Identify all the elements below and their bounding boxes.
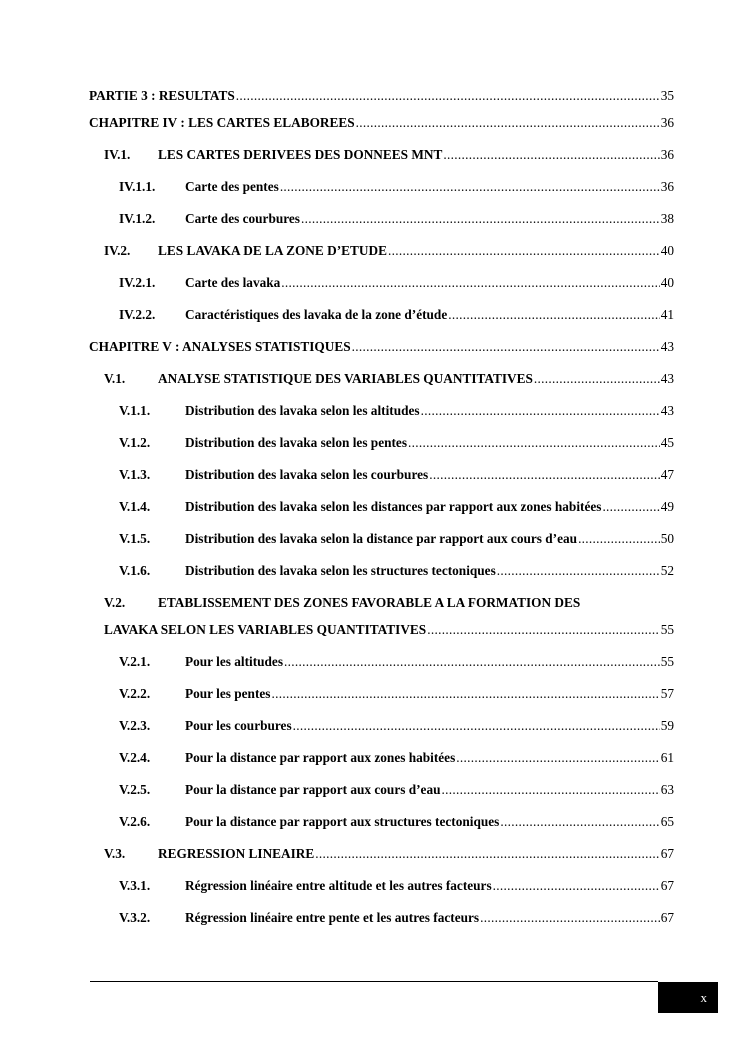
toc-entry[interactable] [89,403,674,435]
dot-leader [442,782,660,798]
toc-entry-page: 43 [660,339,674,354]
toc-entry-number: V.1.1. [119,403,151,418]
toc-entry-number: IV.2.2. [119,307,156,322]
toc-entry-page: 43 [660,403,674,418]
toc-entry-title: Distribution des lavaka selon les structures tectoniques [185,563,496,578]
toc-entry[interactable] [89,750,674,782]
toc-entry-title: CHAPITRE IV : LES CARTES ELABOREES [89,115,355,130]
toc-entry-number: V.2.5. [119,782,151,797]
toc-entry-title: Distribution des lavaka selon les distances par rapport aux zones habitées [185,499,602,514]
toc-entry-title: REGRESSION LINEAIRE [158,846,315,861]
toc-entry-page: 47 [660,467,674,482]
dot-leader [602,499,659,515]
toc-entry-page: 40 [660,243,674,258]
toc-entry-number: V.1.4. [119,499,151,514]
toc-entry-page: 52 [660,563,674,578]
toc-entry-page: 45 [660,435,674,450]
toc-entry-page: 59 [660,718,674,733]
toc-entry[interactable] [89,211,674,243]
dot-leader [356,115,660,131]
toc-entry[interactable] [89,910,674,942]
dot-leader [293,718,660,734]
toc-entry[interactable] [89,275,674,307]
toc-entry-page: 41 [660,307,674,322]
toc-entry[interactable] [89,595,674,622]
toc-entry[interactable] [89,179,674,211]
toc-entry-page: 50 [660,531,674,546]
toc-entry-page: 40 [660,275,674,290]
toc-entry-continuation[interactable] [89,622,674,654]
toc-entry-number: V.1.5. [119,531,151,546]
dot-leader [443,147,659,163]
toc-entry-title: Pour les pentes [185,686,271,701]
dot-leader [448,307,659,323]
dot-leader [421,403,660,419]
toc-entry[interactable] [89,339,674,371]
toc-entry-number: V.1. [104,371,126,386]
toc-entry-title: Caractéristiques des lavaka de la zone d’étude [185,307,448,322]
dot-leader [427,622,660,638]
toc-entry-title: Carte des pentes [185,179,279,194]
toc-entry-title: PARTIE 3 : RESULTATS [89,88,235,103]
toc-entry-number: V.2.3. [119,718,151,733]
toc-entry-page: 67 [660,846,674,861]
page-number: x [700,990,707,1005]
toc-entry[interactable] [89,467,674,499]
dot-leader [578,531,660,547]
toc-entry-number: IV.2. [104,243,131,258]
dot-leader [352,339,660,355]
toc-entry-title: ANALYSE STATISTIQUE DES VARIABLES QUANTITATIVES [158,371,533,386]
toc-entry-number: IV.1.1. [119,179,156,194]
toc-entry[interactable] [89,654,674,686]
toc-entry-page: 55 [660,654,674,669]
toc-entry-page: 67 [660,910,674,925]
dot-leader [281,275,659,291]
toc-entry-number: V.2.1. [119,654,151,669]
dot-leader [534,371,660,387]
toc-entry-title-line2: LAVAKA SELON LES VARIABLES QUANTITATIVES [104,622,427,637]
toc-entry-page: 43 [660,371,674,386]
toc-entry-number: V.2. [104,595,126,610]
toc-entry-title: Distribution des lavaka selon les courbures [185,467,429,482]
dot-leader [408,435,660,451]
toc-entry[interactable] [89,563,674,595]
toc-entry-title: ETABLISSEMENT DES ZONES FAVORABLE A LA FORMATION DES [158,595,581,610]
toc-entry[interactable] [89,531,674,563]
dot-leader [497,563,660,579]
table-of-contents [89,88,674,942]
toc-entry-title: Pour la distance par rapport aux cours d’eau [185,782,441,797]
toc-entry-page: 65 [660,814,674,829]
toc-entry-title: Carte des courbures [185,211,300,226]
dot-leader [388,243,660,259]
toc-entry-number: V.2.2. [119,686,151,701]
toc-entry[interactable] [89,718,674,750]
toc-entry-number: V.1.6. [119,563,151,578]
toc-entry-number: V.2.4. [119,750,151,765]
toc-entry[interactable] [89,371,674,403]
toc-entry-title: LES LAVAKA DE LA ZONE D’ETUDE [158,243,387,258]
toc-entry-number: V.3.2. [119,910,151,925]
toc-entry-page: 38 [660,211,674,226]
toc-entry[interactable] [89,846,674,878]
toc-entry-title: Pour la distance par rapport aux zones habitées [185,750,456,765]
toc-entry-number: V.3. [104,846,126,861]
dot-leader [493,878,660,894]
toc-entry[interactable] [89,243,674,275]
toc-entry-title: Distribution des lavaka selon les pentes [185,435,408,450]
toc-entry-number: IV.1. [104,147,131,162]
toc-entry[interactable] [89,147,674,179]
dot-leader [301,211,660,227]
toc-entry-page: 61 [660,750,674,765]
toc-entry[interactable] [89,435,674,467]
toc-entry-title: Distribution des lavaka selon les altitudes [185,403,420,418]
toc-entry-page: 36 [660,147,674,162]
toc-entry-title: CHAPITRE V : ANALYSES STATISTIQUES [89,339,351,354]
footer-divider [90,981,658,982]
dot-leader [280,179,660,195]
toc-entry-page: 55 [660,622,674,637]
toc-entry[interactable] [89,499,674,531]
toc-entry-number: V.3.1. [119,878,151,893]
dot-leader [271,686,659,702]
toc-entry-page: 57 [660,686,674,701]
dot-leader [236,88,660,104]
toc-entry-title: Distribution des lavaka selon la distance par rapport aux cours d’eau [185,531,578,546]
toc-entry-page: 35 [660,88,674,103]
toc-entry-title: Régression linéaire entre altitude et les autres facteurs [185,878,492,893]
toc-entry-title: Pour les altitudes [185,654,284,669]
page-number-box [658,982,718,1013]
toc-entry-page: 63 [660,782,674,797]
toc-entry[interactable] [89,878,674,910]
toc-entry[interactable] [89,686,674,718]
toc-entry-page: 36 [660,115,674,130]
toc-entry[interactable] [89,115,674,147]
toc-entry-title: Carte des lavaka [185,275,281,290]
dot-leader [284,654,660,670]
toc-entry-title: LES CARTES DERIVEES DES DONNEES MNT [158,147,443,162]
dot-leader [315,846,659,862]
dot-leader [429,467,660,483]
toc-entry-number: V.1.2. [119,435,151,450]
dot-leader [480,910,660,926]
toc-entry-number: IV.2.1. [119,275,156,290]
toc-entry-number: V.2.6. [119,814,151,829]
toc-entry[interactable] [89,814,674,846]
toc-entry-page: 67 [660,878,674,893]
toc-entry-number: V.1.3. [119,467,151,482]
dot-leader [456,750,659,766]
dot-leader [500,814,659,830]
toc-entry-number: IV.1.2. [119,211,156,226]
toc-entry[interactable] [89,782,674,814]
toc-entry-title: Pour les courbures [185,718,292,733]
toc-entry-page: 49 [660,499,674,514]
toc-entry-title: Pour la distance par rapport aux structures tectoniques [185,814,500,829]
toc-entry[interactable] [89,307,674,339]
toc-entry-title: Régression linéaire entre pente et les autres facteurs [185,910,480,925]
toc-entry[interactable] [89,88,674,115]
toc-entry-page: 36 [660,179,674,194]
